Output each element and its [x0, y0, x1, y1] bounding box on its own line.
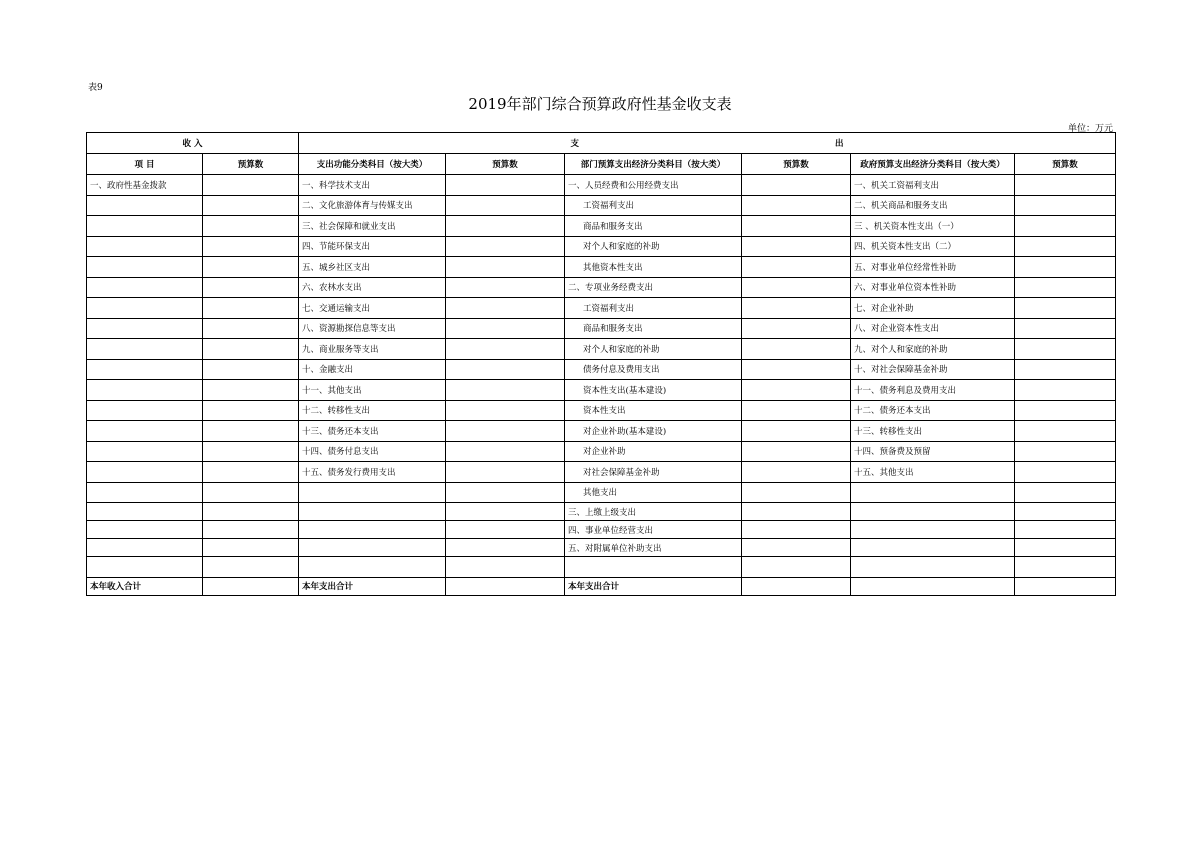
func-item-cell: 四、节能环保支出: [299, 236, 446, 257]
gov-econ-item-cell: 十五、其他支出: [851, 462, 1015, 483]
expense-header: [299, 133, 1116, 154]
gov-econ-budget-cell: [1015, 339, 1116, 360]
func-item-cell: 十、金融支出: [299, 359, 446, 380]
dept-econ-budget-cell: [742, 216, 851, 237]
col-header-item: 项 目: [87, 154, 203, 175]
income-budget-cell: [203, 462, 299, 483]
expense-total-value-2: [742, 577, 851, 595]
dept-econ-budget-cell: [742, 482, 851, 503]
func-item-cell: [299, 557, 446, 578]
col-header-dept-econ: 部门预算支出经济分类科目（按大类）: [565, 154, 742, 175]
expense-total-label: 本年支出合计: [299, 577, 446, 595]
dept-econ-budget-cell: [742, 277, 851, 298]
func-item-cell: 五、城乡社区支出: [299, 257, 446, 278]
gov-econ-budget-cell: [1015, 236, 1116, 257]
dept-econ-budget-cell: [742, 257, 851, 278]
income-header: 收 入: [87, 133, 299, 154]
table-row: [87, 441, 1116, 462]
dept-econ-item-cell: 商品和服务支出: [565, 318, 742, 339]
gov-econ-budget-cell: [1015, 557, 1116, 578]
func-budget-cell: [446, 462, 565, 483]
gov-econ-item-cell: 十四、预备费及预留: [851, 441, 1015, 462]
gov-econ-budget-cell: [1015, 298, 1116, 319]
func-item-cell: 二、文化旅游体育与传媒支出: [299, 195, 446, 216]
col-header-budget-3: 预算数: [742, 154, 851, 175]
gov-econ-item-cell: 十、对社会保障基金补助: [851, 359, 1015, 380]
income-item-cell: [87, 380, 203, 401]
gov-econ-item-cell: 三 、机关资本性支出（一）: [851, 216, 1015, 237]
func-item-cell: 一、科学技术支出: [299, 175, 446, 196]
dept-econ-item-cell: 五、对附属单位补助支出: [565, 539, 742, 557]
dept-econ-budget-cell: [742, 339, 851, 360]
income-budget-cell: [203, 195, 299, 216]
income-item-cell: [87, 441, 203, 462]
income-budget-cell: [203, 380, 299, 401]
func-budget-cell: [446, 557, 565, 578]
dept-econ-budget-cell: [742, 441, 851, 462]
dept-econ-budget-cell: [742, 380, 851, 401]
gov-econ-budget-cell: [1015, 175, 1116, 196]
func-item-cell: 六、农林水支出: [299, 277, 446, 298]
table-row: [87, 557, 1116, 578]
gov-econ-item-cell: [851, 557, 1015, 578]
income-budget-cell: [203, 482, 299, 503]
gov-econ-item-cell: [851, 521, 1015, 539]
table-row: [87, 521, 1116, 539]
income-budget-cell: [203, 175, 299, 196]
page-title: 2019年部门综合预算政府性基金收支表: [468, 95, 732, 113]
income-budget-cell: [203, 503, 299, 521]
income-item-cell: [87, 277, 203, 298]
dept-econ-budget-cell: [742, 557, 851, 578]
gov-econ-budget-cell: [1015, 503, 1116, 521]
gov-econ-item-cell: 八、对企业资本性支出: [851, 318, 1015, 339]
gov-econ-budget-cell: [1015, 539, 1116, 557]
dept-econ-item-cell: 对企业补助: [565, 441, 742, 462]
table-row: [87, 236, 1116, 257]
income-budget-cell: [203, 298, 299, 319]
table-row: [87, 400, 1116, 421]
dept-econ-budget-cell: [742, 318, 851, 339]
table-row: [87, 421, 1116, 442]
income-budget-cell: [203, 521, 299, 539]
func-budget-cell: [446, 298, 565, 319]
income-item-cell: 一、政府性基金拨款: [87, 175, 203, 196]
gov-econ-budget-cell: [1015, 359, 1116, 380]
income-budget-cell: [203, 339, 299, 360]
gov-econ-item-cell: 七、对企业补助: [851, 298, 1015, 319]
table-row: [87, 503, 1116, 521]
dept-econ-item-cell: 工资福利支出: [565, 298, 742, 319]
func-item-cell: 十一、其他支出: [299, 380, 446, 401]
func-budget-cell: [446, 503, 565, 521]
income-item-cell: [87, 359, 203, 380]
func-budget-cell: [446, 257, 565, 278]
dept-econ-budget-cell: [742, 175, 851, 196]
header-row-2: [87, 154, 1116, 175]
dept-econ-item-cell: 三、上缴上级支出: [565, 503, 742, 521]
func-item-cell: [299, 521, 446, 539]
dept-econ-budget-cell: [742, 195, 851, 216]
col-header-func: 支出功能分类科目（按大类）: [299, 154, 446, 175]
func-item-cell: 三、社会保障和就业支出: [299, 216, 446, 237]
income-item-cell: [87, 421, 203, 442]
dept-econ-item-cell: 资本性支出: [565, 400, 742, 421]
table-row: [87, 462, 1116, 483]
gov-econ-item-cell: [851, 539, 1015, 557]
header-row-1: [87, 133, 1116, 154]
dept-econ-item-cell: 对企业补助(基本建设): [565, 421, 742, 442]
table-row: [87, 539, 1116, 557]
gov-econ-budget-cell: [1015, 400, 1116, 421]
income-item-cell: [87, 482, 203, 503]
gov-econ-total-value: [1015, 577, 1116, 595]
income-budget-cell: [203, 441, 299, 462]
func-item-cell: 七、交通运输支出: [299, 298, 446, 319]
income-budget-cell: [203, 359, 299, 380]
income-budget-cell: [203, 257, 299, 278]
gov-econ-item-cell: [851, 482, 1015, 503]
gov-econ-budget-cell: [1015, 482, 1116, 503]
gov-econ-budget-cell: [1015, 195, 1116, 216]
func-budget-cell: [446, 441, 565, 462]
income-item-cell: [87, 216, 203, 237]
dept-econ-item-cell: 其他资本性支出: [565, 257, 742, 278]
income-total-label: 本年收入合计: [87, 577, 203, 595]
income-item-cell: [87, 318, 203, 339]
dept-econ-item-cell: 工资福利支出: [565, 195, 742, 216]
gov-econ-budget-cell: [1015, 441, 1116, 462]
gov-econ-budget-cell: [1015, 521, 1116, 539]
table-row: [87, 359, 1116, 380]
func-item-cell: 十五、债务发行费用支出: [299, 462, 446, 483]
dept-econ-budget-cell: [742, 462, 851, 483]
table-number: 表9: [88, 83, 103, 93]
dept-econ-budget-cell: [742, 236, 851, 257]
table-row: [87, 482, 1116, 503]
expense-header-left: 支: [570, 139, 580, 149]
func-item-cell: 八、资源勘探信息等支出: [299, 318, 446, 339]
func-budget-cell: [446, 421, 565, 442]
dept-econ-item-cell: 债务付息及费用支出: [565, 359, 742, 380]
func-budget-cell: [446, 175, 565, 196]
gov-econ-item-cell: 九、对个人和家庭的补助: [851, 339, 1015, 360]
gov-econ-item-cell: [851, 503, 1015, 521]
income-budget-cell: [203, 539, 299, 557]
func-item-cell: [299, 539, 446, 557]
func-budget-cell: [446, 521, 565, 539]
budget-table: [86, 132, 1116, 596]
gov-econ-budget-cell: [1015, 380, 1116, 401]
dept-econ-item-cell: 对个人和家庭的补助: [565, 236, 742, 257]
func-budget-cell: [446, 380, 565, 401]
dept-econ-item-cell: 对社会保障基金补助: [565, 462, 742, 483]
gov-econ-total-blank: [851, 577, 1015, 595]
table-row: [87, 339, 1116, 360]
dept-econ-budget-cell: [742, 421, 851, 442]
income-budget-cell: [203, 277, 299, 298]
gov-econ-item-cell: 十二、债务还本支出: [851, 400, 1015, 421]
dept-econ-budget-cell: [742, 539, 851, 557]
income-item-cell: [87, 503, 203, 521]
dept-econ-item-cell: 资本性支出(基本建设): [565, 380, 742, 401]
gov-econ-item-cell: 五、对事业单位经常性补助: [851, 257, 1015, 278]
income-budget-cell: [203, 318, 299, 339]
gov-econ-budget-cell: [1015, 216, 1116, 237]
gov-econ-budget-cell: [1015, 421, 1116, 442]
func-budget-cell: [446, 359, 565, 380]
income-item-cell: [87, 257, 203, 278]
income-budget-cell: [203, 421, 299, 442]
gov-econ-item-cell: 十一、债务利息及费用支出: [851, 380, 1015, 401]
func-item-cell: 十三、债务还本支出: [299, 421, 446, 442]
dept-econ-item-cell: 四、事业单位经营支出: [565, 521, 742, 539]
gov-econ-budget-cell: [1015, 257, 1116, 278]
gov-econ-item-cell: 四、机关资本性支出（二）: [851, 236, 1015, 257]
func-budget-cell: [446, 216, 565, 237]
dept-econ-item-cell: 商品和服务支出: [565, 216, 742, 237]
income-budget-cell: [203, 400, 299, 421]
totals-row: [87, 577, 1116, 595]
dept-econ-item-cell: [565, 557, 742, 578]
func-budget-cell: [446, 400, 565, 421]
income-budget-cell: [203, 236, 299, 257]
income-budget-cell: [203, 557, 299, 578]
expense-total-label-2: 本年支出合计: [565, 577, 742, 595]
gov-econ-item-cell: 一、机关工资福利支出: [851, 175, 1015, 196]
table-row: [87, 298, 1116, 319]
table-row: [87, 175, 1116, 196]
income-item-cell: [87, 236, 203, 257]
dept-econ-budget-cell: [742, 503, 851, 521]
income-item-cell: [87, 521, 203, 539]
func-budget-cell: [446, 318, 565, 339]
dept-econ-item-cell: 一、人员经费和公用经费支出: [565, 175, 742, 196]
income-total-value: [203, 577, 299, 595]
func-budget-cell: [446, 195, 565, 216]
gov-econ-budget-cell: [1015, 277, 1116, 298]
dept-econ-item-cell: 二、专项业务经费支出: [565, 277, 742, 298]
income-item-cell: [87, 400, 203, 421]
gov-econ-item-cell: 六、对事业单位资本性补助: [851, 277, 1015, 298]
col-header-budget-4: 预算数: [1015, 154, 1116, 175]
income-item-cell: [87, 539, 203, 557]
gov-econ-budget-cell: [1015, 462, 1116, 483]
gov-econ-budget-cell: [1015, 318, 1116, 339]
func-item-cell: 九、商业服务等支出: [299, 339, 446, 360]
income-budget-cell: [203, 216, 299, 237]
income-item-cell: [87, 298, 203, 319]
income-item-cell: [87, 462, 203, 483]
expense-total-value-1: [446, 577, 565, 595]
gov-econ-item-cell: 十三、转移性支出: [851, 421, 1015, 442]
table-row: [87, 277, 1116, 298]
dept-econ-budget-cell: [742, 400, 851, 421]
income-item-cell: [87, 195, 203, 216]
income-item-cell: [87, 339, 203, 360]
func-budget-cell: [446, 539, 565, 557]
col-header-gov-econ: 政府预算支出经济分类科目（按大类）: [851, 154, 1015, 175]
func-item-cell: [299, 503, 446, 521]
func-budget-cell: [446, 277, 565, 298]
table-row: [87, 380, 1116, 401]
dept-econ-budget-cell: [742, 298, 851, 319]
income-item-cell: [87, 557, 203, 578]
dept-econ-budget-cell: [742, 359, 851, 380]
table-row: [87, 318, 1116, 339]
table-row: [87, 195, 1116, 216]
unit-label: 单位：万元: [1067, 124, 1113, 134]
func-item-cell: 十四、债务付息支出: [299, 441, 446, 462]
func-item-cell: 十二、转移性支出: [299, 400, 446, 421]
dept-econ-item-cell: 其他支出: [565, 482, 742, 503]
func-budget-cell: [446, 236, 565, 257]
table-row: [87, 216, 1116, 237]
table-row: [87, 257, 1116, 278]
expense-header-right: 出: [834, 139, 844, 149]
dept-econ-item-cell: 对个人和家庭的补助: [565, 339, 742, 360]
func-budget-cell: [446, 482, 565, 503]
dept-econ-budget-cell: [742, 521, 851, 539]
func-budget-cell: [446, 339, 565, 360]
col-header-budget-2: 预算数: [446, 154, 565, 175]
func-item-cell: [299, 482, 446, 503]
gov-econ-item-cell: 二、机关商品和服务支出: [851, 195, 1015, 216]
col-header-budget-1: 预算数: [203, 154, 299, 175]
